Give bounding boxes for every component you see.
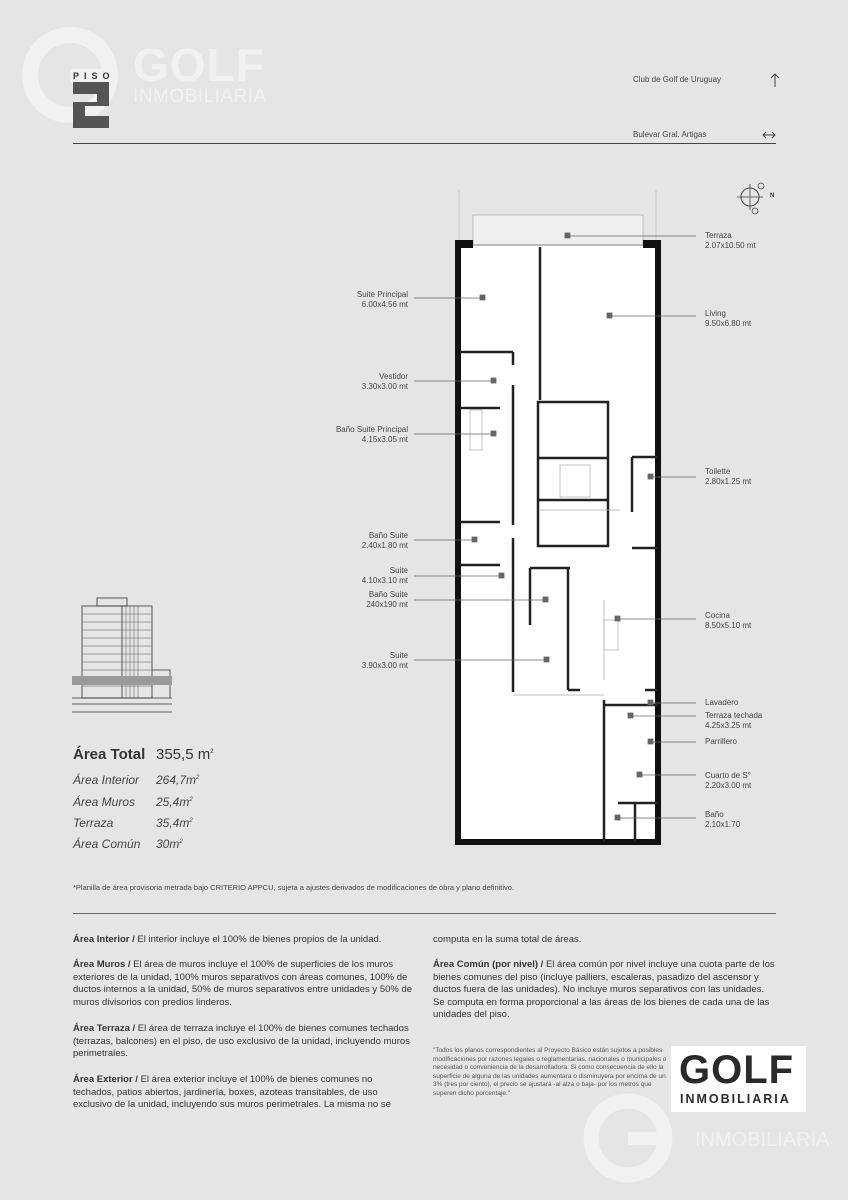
- room-label-vestidor: Vestidor 3.30x3.00 mt: [361, 372, 408, 391]
- area-row-muros: Área Muros $25,4m^2$: [73, 795, 193, 809]
- building-elevation-icon: [72, 596, 172, 718]
- area-row-interior: Área Interior $264,7m^2$: [73, 773, 200, 787]
- area-total: Área Total 355,5 $m^2$: [73, 746, 214, 763]
- room-label-toilette: Toilette 2.80x1.25 mt: [705, 467, 752, 486]
- room-label-terraza-techada: Terraza techada 4.25x3.25 mt: [705, 711, 763, 730]
- watermark-bottom-text: INMOBILIARIA: [695, 1129, 830, 1151]
- brand-logo-name: GOLF: [679, 1048, 795, 1092]
- room-label-bano-suite-2: Baño Suite 240x190 mt: [366, 590, 408, 609]
- room-label-parrillero: Parrillero: [705, 737, 738, 746]
- room-label-suite-2: Suite 3.90x3.00 mt: [361, 651, 408, 670]
- room-label-living: Living 9.50x6.80 mt: [705, 309, 752, 328]
- room-label-bano: Baño 2.10x1.70: [705, 810, 741, 829]
- room-label-suite-principal: Suite Principal 6.00x4.56 mt: [356, 290, 408, 309]
- definition-terraza: Área Terraza / El área de terraza incluye el 100% de bienes comunes techados (terrazas, balcones) en el piso, de uso exclusivo de la unidad, incluyendo muros perimetrales.: [73, 1023, 410, 1059]
- room-label-cocina: Cocina 8.50x5.10 mt: [705, 611, 752, 630]
- definition-muros: Área Muros / El área de muros incluye el 100% de superficies de los muros exteriores de la unidad, 100% muros separativos con áreas comunes, 100% de ductos internos a la unidad, 50% de muros separativos entre unidades y 50% de muros divisorios con predios linderos.: [73, 959, 413, 1008]
- area-row-comun: Área Común $30m^2$: [73, 837, 183, 851]
- floor-label: PISO: [73, 71, 115, 81]
- room-label-bano-suite-1: Baño Suite 2.40x1.80 mt: [361, 531, 408, 550]
- compass-letter: N: [770, 193, 775, 199]
- brand-logo: [671, 1046, 806, 1112]
- room-label-lavadero: Lavadero: [705, 698, 739, 707]
- definition-comun: Área Común (por nivel) / El área común por nivel incluye una cuota parte de los bienes comunes del piso (incluye palliers, escaleras, pasadizo del ascensor y ductos fuera de las unidades). No incluye muros separativos con las unidades. Se computa en forma proporcional a las áreas de los bienes de cada una de las unidades del piso.: [433, 959, 775, 1020]
- watermark-brand-name: GOLF: [133, 39, 265, 91]
- room-label-cuarto-servicio: Cuarto de S° 2.20x3.00 mt: [705, 771, 752, 790]
- room-label-suite-1: Suite 4.10x3.10 mt: [361, 566, 408, 585]
- area-footnote: *Planilla de área provisoria metrada bajo CRITERIO APPCU, sujeta a ajustes derivados de modificaciones de obra y plano definitivo.: [73, 883, 515, 892]
- room-label-bano-suite-principal: Baño Suite Principal 4.15x3.05 mt: [335, 425, 408, 444]
- room-label-terraza: Terraza 2.07x10.50 mt: [705, 231, 756, 250]
- area-row-terraza: Terraza $35,4m^2$: [73, 816, 193, 830]
- section-divider: [73, 913, 776, 914]
- definition-exterior-continued: computa en la suma total de áreas.: [433, 934, 582, 945]
- brand-logo-tagline: INMOBILIARIA: [680, 1092, 791, 1106]
- definition-interior: Área Interior / El interior incluye el 100% de bienes propios de la unidad.: [73, 934, 382, 945]
- legal-disclaimer: "Todos los planos correspondientes al Proyecto Básico están sujetos a posibles modificaciones por razones legales o reglamentarias, nacionales o municipales o necesidad o conveniencia de la desarrolladora. Si como consecuencia de ello la superficie de alguna de las unidades aumentara o disminuyera por encima de un 3% (tres por ciento), el precio se ajustará -al alza o baja- por los metros que superen dicho porcentaje.": [433, 1047, 667, 1097]
- street-reference-label: Bulevar Gral. Artigas: [633, 130, 707, 139]
- definition-exterior: Área Exterior / El área exterior incluye el 100% de bienes comunes no techados, patios abiertos, jardinería, boxes, azoteas transitables, de uso exclusivo de la unidad, incluyendo sus muros perimetrales. La misma no se: [73, 1074, 391, 1110]
- north-reference-label: Club de Golf de Uruguay: [633, 75, 722, 84]
- watermark-brand-tagline: INMOBILIARIA: [133, 86, 267, 107]
